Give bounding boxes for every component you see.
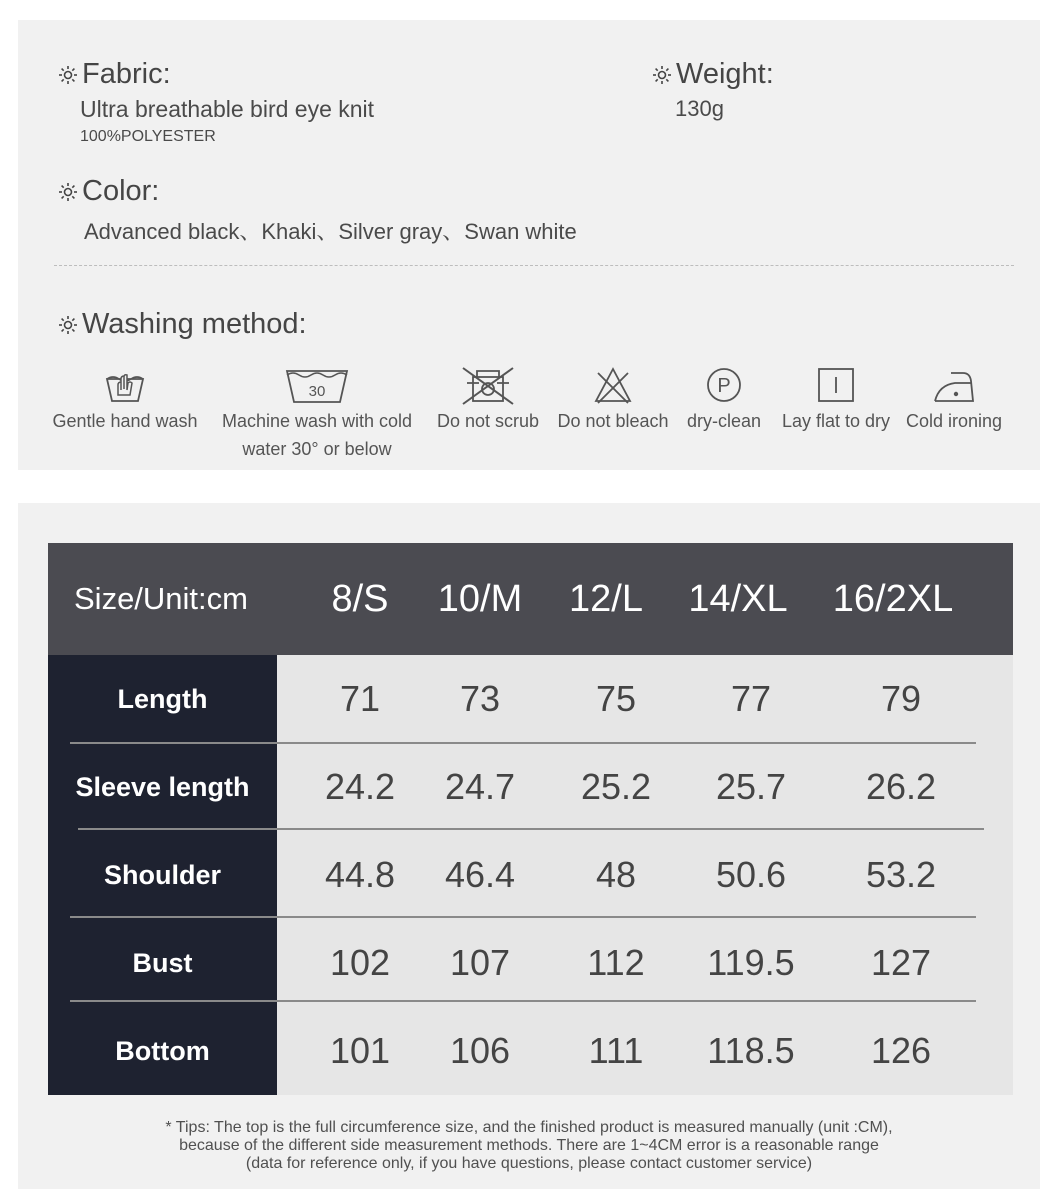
cell-value: 26.2	[865, 766, 937, 807]
table-row	[48, 1007, 1013, 1095]
wash-label: Machine wash with cold	[221, 411, 413, 431]
wash-label-line2: water 30° or below	[242, 439, 392, 459]
product-info-panel	[18, 20, 1040, 470]
tips-line-3: (data for reference only, if you have questions, please contact customer service)	[245, 1155, 813, 1172]
fabric-composition: 100%POLYESTER	[80, 128, 216, 145]
cell-value: 79	[880, 678, 922, 719]
weight-value: 130g	[675, 96, 724, 121]
dashed-divider	[54, 265, 1014, 266]
color-heading	[58, 175, 159, 208]
svg-text:P: P	[717, 375, 731, 397]
wash-item-cold-iron	[900, 365, 1008, 435]
header-size-xl: 14/XL	[688, 578, 788, 620]
do-not-bleach-icon	[578, 365, 648, 405]
dry-clean-icon	[689, 365, 759, 405]
cell-value: 106	[449, 1030, 511, 1071]
row-label: Shoulder	[103, 860, 221, 890]
table-row	[48, 919, 1013, 1007]
wash-item-do-not-scrub	[426, 365, 550, 435]
wash-label: Gentle hand wash	[52, 411, 198, 431]
machine-wash-30-icon	[282, 365, 352, 405]
size-table-header	[48, 543, 1013, 655]
cell-value: 77	[730, 678, 772, 719]
measurement-tips	[18, 1119, 1040, 1173]
lay-flat-dry-icon	[801, 365, 871, 405]
cell-value: 48	[595, 854, 637, 895]
wash-item-lay-flat	[774, 365, 898, 435]
cell-value: 101	[329, 1030, 391, 1071]
cell-value: 126	[870, 1030, 932, 1071]
cell-value: 112	[587, 942, 645, 983]
cell-value: 44.8	[324, 854, 396, 895]
cell-value: 24.2	[324, 766, 396, 807]
header-size-l: 12/L	[569, 578, 643, 620]
cell-value: 25.2	[580, 766, 652, 807]
wash-item-hand-wash	[52, 365, 198, 435]
wash-item-machine-wash	[214, 365, 420, 463]
sun-bullet-icon	[58, 315, 78, 335]
cell-value: 53.2	[865, 854, 937, 895]
tips-line-1: * Tips: The top is the full circumference size, and the finished product is measured manually (unit :CM),	[165, 1119, 893, 1136]
fabric-heading	[58, 58, 171, 91]
wash-label: Do not bleach	[557, 411, 669, 431]
cell-value: 73	[459, 678, 501, 719]
cell-value: 119.5	[707, 942, 795, 983]
cold-iron-icon	[919, 365, 989, 405]
sun-bullet-icon	[58, 182, 78, 202]
row-divider	[78, 828, 984, 830]
size-table	[48, 543, 1013, 1095]
cell-value: 46.4	[444, 854, 516, 895]
weight-title: Weight:	[676, 58, 774, 90]
header-size-2xl: 16/2XL	[832, 578, 954, 620]
sun-bullet-icon	[58, 65, 78, 85]
wash-label: Cold ironing	[905, 411, 1003, 431]
svg-text:30: 30	[308, 383, 326, 400]
table-row	[48, 743, 1013, 831]
header-unit-label: Size/Unit:cm	[74, 581, 248, 616]
header-size-m: 10/M	[437, 578, 523, 620]
row-divider	[70, 1000, 976, 1002]
fabric-description: Ultra breathable bird eye knit	[80, 96, 375, 122]
row-divider	[70, 916, 976, 918]
hand-wash-icon	[90, 365, 160, 405]
wash-item-do-not-bleach	[552, 365, 674, 435]
cell-value: 75	[595, 678, 637, 719]
washing-title: Washing method:	[82, 308, 307, 340]
cell-value: 71	[339, 678, 381, 719]
cell-value: 50.6	[715, 854, 787, 895]
wash-label: Lay flat to dry	[781, 411, 891, 431]
table-row	[48, 831, 1013, 919]
row-label: Bust	[132, 948, 193, 978]
color-options: Advanced black、Khaki、Silver gray、Swan white	[84, 219, 577, 244]
cell-value: 102	[329, 942, 391, 983]
wash-label: dry-clean	[686, 411, 762, 431]
sun-bullet-icon	[652, 65, 672, 85]
color-title: Color:	[82, 175, 160, 207]
size-chart-panel	[18, 503, 1040, 1189]
cell-value: 107	[449, 942, 511, 983]
cell-value: 24.7	[444, 766, 516, 807]
cell-value: 25.7	[715, 766, 787, 807]
cell-value: 127	[870, 942, 932, 983]
cell-value: 111	[588, 1030, 644, 1071]
washing-heading	[58, 308, 307, 341]
weight-heading	[652, 58, 774, 91]
wash-item-dry-clean	[678, 365, 770, 435]
cell-value: 118.5	[707, 1030, 795, 1071]
row-label: Sleeve length	[75, 772, 250, 802]
tips-line-2: because of the different side measurement methods. There are 1~4CM error is a reasonable range	[179, 1137, 879, 1154]
do-not-scrub-icon	[453, 365, 523, 405]
table-row	[48, 655, 1013, 743]
wash-label: Do not scrub	[436, 411, 540, 431]
fabric-title: Fabric:	[82, 58, 171, 90]
row-label: Length	[117, 684, 208, 714]
header-size-s: 8/S	[331, 578, 389, 620]
row-label: Bottom	[115, 1036, 210, 1066]
